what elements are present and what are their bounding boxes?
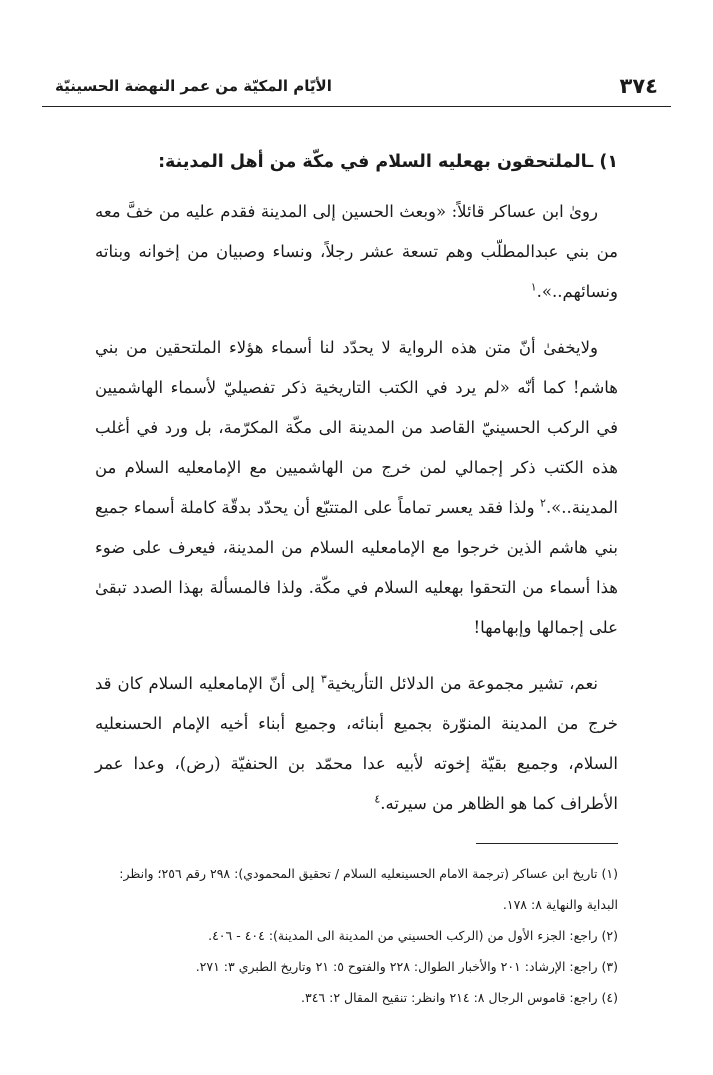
footnotes bbox=[95, 858, 618, 1013]
footnote-ref-3: ٣ bbox=[320, 672, 327, 686]
footnote-2: (٢) راجع: الجزء الأول من (الركب الحسيني من المدينة الى المدينة): ٤٠٤ - ٤٠٦. bbox=[208, 928, 618, 943]
paragraph-2-text: ولايخفىٰ أنّ متن هذه الرواية لا يحدّد لنا أسماء هؤلاء الملتحقين من بني هاشم! كما أنّه «لم يرد في الكتب التاريخية ذكر تفصيليّ لأسماء الهاشميين في الركب الحسينيّ القاصد من المدينة الى مكّة المكرّمة، بل ورد في أغلب هذه الكتب ذكر إجمالي لمن خرج من الهاشميين مع الإمامعليه السلام من المدينة..». bbox=[95, 338, 618, 517]
paragraph-2-continuation: ولذا فقد يعسر تماماً على المتتبّع أن يحدّد بدقّة كاملة أسماء جميع بني هاشم الذين خرجوا مع الإمامعليه السلام من المدينة، فيعرف على ضوء هذا أسماء من التحقوا بهعليه السلام في مكّة. ولذا فالمسألة بهذا الصدد تبقىٰ على إجمالها وإبهامها! bbox=[95, 498, 618, 637]
paragraph-3-text: نعم، تشير مجموعة من الدلائل التأريخية bbox=[326, 674, 599, 693]
footnote-1: (١) تاريخ ابن عساكر (ترجمة الامام الحسينعليه السلام / تحقيق المحمودي): ٢٩٨ رقم ٢٥٦؛ وانظر: البداية والنهاية ٨: ١٧٨. bbox=[119, 866, 618, 912]
section-heading: ١) ـالملتحقون بهعليه السلام في مكّة من أهل المدينة: bbox=[158, 152, 618, 172]
footnote-4: (٤) راجع: قاموس الرجال ٨: ٢١٤ وانظر: تنقيح المقال ٢: ٣٤٦. bbox=[301, 990, 618, 1005]
footnote-3: (٣) راجع: الإرشاد: ٢٠١ والأخبار الطوال: ٢٢٨ والفتوح ٥: ٢١ وتاريخ الطبري ٣: ٢٧١. bbox=[195, 959, 618, 974]
footnote-ref-1: ١ bbox=[530, 280, 537, 294]
paragraph-3 bbox=[95, 664, 618, 824]
main-text bbox=[95, 142, 618, 840]
running-title: الأيّام المكيّة من عمر النهضة الحسينيّة bbox=[55, 77, 332, 95]
footnote-divider bbox=[476, 843, 618, 844]
header-divider bbox=[42, 106, 671, 107]
paragraph-1 bbox=[95, 192, 618, 312]
footnote-ref-4: ٤ bbox=[374, 792, 381, 806]
paragraph-1-text: روىٰ ابن عساكر قائلاً: «وبعث الحسين إلى المدينة فقدم عليه من خفَّ معه من بني عبدالمطلّب وهم تسعة عشر رجلاً، ونساء وصبيان من إخوانه وبناته ونسائهم..». bbox=[95, 202, 618, 301]
page-number: ٣٧٤ bbox=[619, 74, 658, 98]
paragraph-3-continuation: إلى أنّ الإمامعليه السلام كان قد خرج من المدينة المنوّرة بجميع أبنائه، وجميع أبناء أخيه الإمام الحسنعليه السلام، وجميع بقيّة إخوته لأبيه عدا محمّد بن الحنفيّة (رض)، وعدا عمر الأطراف كما هو الظاهر من سيرته. bbox=[95, 674, 618, 813]
paragraph-2 bbox=[95, 328, 618, 648]
page-header bbox=[55, 72, 658, 100]
footnote-ref-2: ٢ bbox=[540, 496, 546, 510]
